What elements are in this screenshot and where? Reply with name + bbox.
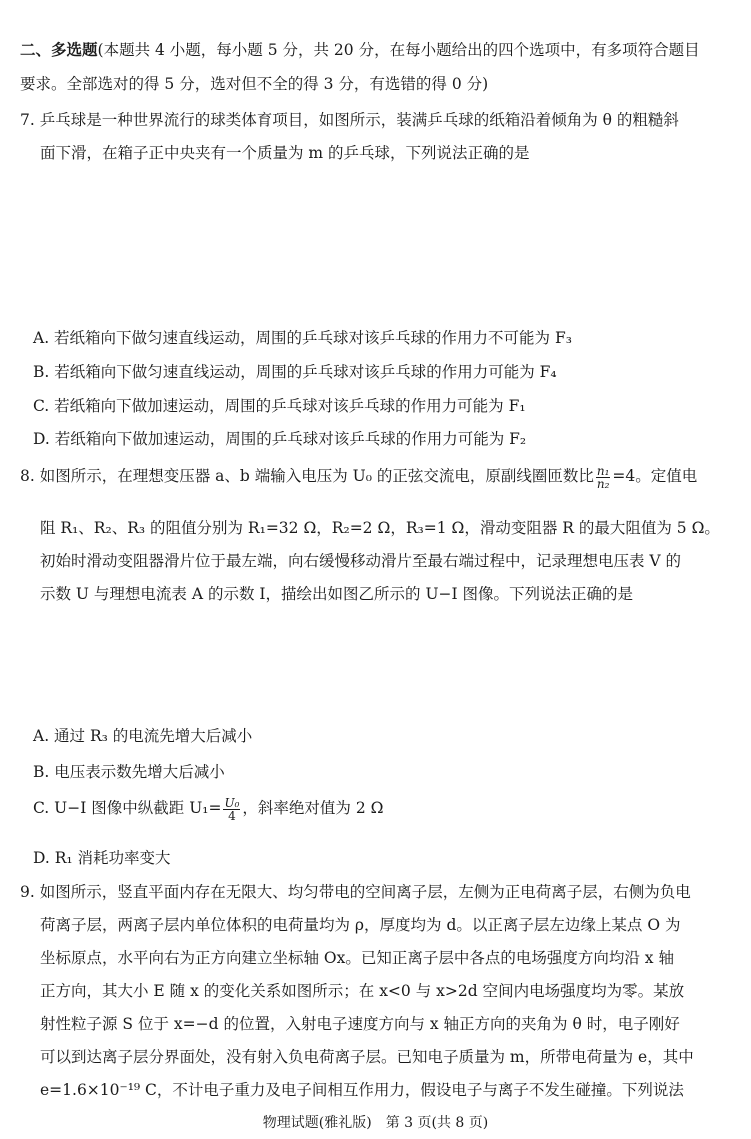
q9-line-5: 射性粒子源 S 位于 x=−d 的位置，入射电子速度方向与 x 轴正方向的夹角为 θ 时，电子刚好 [40,1015,680,1033]
page-footer: 物理试题(雅礼版) 第 3 页(共 8 页) [262,1115,489,1131]
q8-option-d: D. R₁ 消耗功率变大 [33,849,171,867]
q9-line-4: 正方向，其大小 E 随 x 的变化关系如图所示；在 x<0 与 x>2d 空间内电场强度均为零。某放 [40,982,685,1000]
q8-option-c-numerator: U₀ [224,795,240,810]
q8-line-4: 示数 U 与理想电流表 A 的示数 I，描绘出如图乙所示的 U−I 图像。下列说法正确的是 [40,585,634,603]
q8-line-3: 初始时滑动变阻器滑片位于最左端，向右缓慢移动滑片至最右端过程中，记录理想电压表 V 的 [40,552,682,570]
q7-option-a: A. 若纸箱向下做匀速直线运动，周围的乒乓球对该乒乓球的作用力不可能为 F₃ [33,329,572,347]
q8-option-c-a: C. U−I 图像中纵截距 U₁= [33,799,222,817]
q7-line-2: 面下滑，在箱子正中央夹有一个质量为 m 的乒乓球，下列说法正确的是 [40,144,530,162]
section-intro-2: 要求。全部选对的得 5 分，选对但不全的得 3 分，有选错的得 0 分) [20,75,489,93]
q8-line-1a: 8. 如图所示，在理想变压器 a、b 端输入电压为 U₀ 的正弦交流电，原副线圈匝数比 [20,467,594,485]
q8-line-1b: =4。定值电 [612,467,698,485]
q9-line-2: 荷离子层，两离子层内单位体积的电荷量均为 ρ，厚度均为 d。以正离子层左边缘上某点 O 为 [40,916,681,934]
q8-turns-ratio [596,465,611,490]
q7-line-1: 7. 乒乓球是一种世界流行的球类体育项目，如图所示，装满乒乓球的纸箱沿着倾角为 θ 的粗糙斜 [20,111,679,129]
section-title: 二、多选题 [20,40,98,59]
q8-option-c-fraction [223,797,240,822]
q8-option-c-denominator: 4 [228,808,236,823]
q8-ratio-numerator: n₁ [596,463,610,478]
section-intro-1: (本题共 4 小题，每小题 5 分，共 20 分，在每小题给出的四个选项中，有多项符合题目 [97,41,700,59]
q7-figure-area [20,170,730,320]
q7-option-b: B. 若纸箱向下做匀速直线运动，周围的乒乓球对该乒乓球的作用力可能为 F₄ [33,363,557,381]
q8-option-c-b: ，斜率绝对值为 2 Ω [242,799,384,817]
q9-line-1: 9. 如图所示，竖直平面内存在无限大、均匀带电的空间离子层，左侧为正电荷离子层，右侧为负电 [20,883,691,901]
q7-option-d: D. 若纸箱向下做加速运动，周围的乒乓球对该乒乓球的作用力可能为 F₂ [33,430,527,448]
q7-option-c: C. 若纸箱向下做加速运动，周围的乒乓球对该乒乓球的作用力可能为 F₁ [33,397,526,415]
q9-line-7: e=1.6×10⁻¹⁹ C，不计电子重力及电子间相互作用力，假设电子与离子不发生碰撞。下列说法 [40,1081,684,1099]
q9-line-6: 可以到达离子层分界面处，没有射入负电荷离子层。已知电子质量为 m，所带电荷量为 e，其中 [40,1048,694,1066]
q8-figure-area [20,610,730,718]
q8-ratio-denominator: n₂ [596,476,610,491]
q8-line-2: 阻 R₁、R₂、R₃ 的阻值分别为 R₁=32 Ω，R₂=2 Ω，R₃=1 Ω，滑动变阻器 R 的最大阻值为 5 Ω。 [40,519,720,537]
q8-option-a: A. 通过 R₃ 的电流先增大后减小 [33,727,253,745]
q8-option-b: B. 电压表示数先增大后减小 [33,763,225,781]
q9-line-3: 坐标原点，水平向右为正方向建立坐标轴 Ox。已知正离子层中各点的电场强度方向均沿 x 轴 [40,949,674,967]
